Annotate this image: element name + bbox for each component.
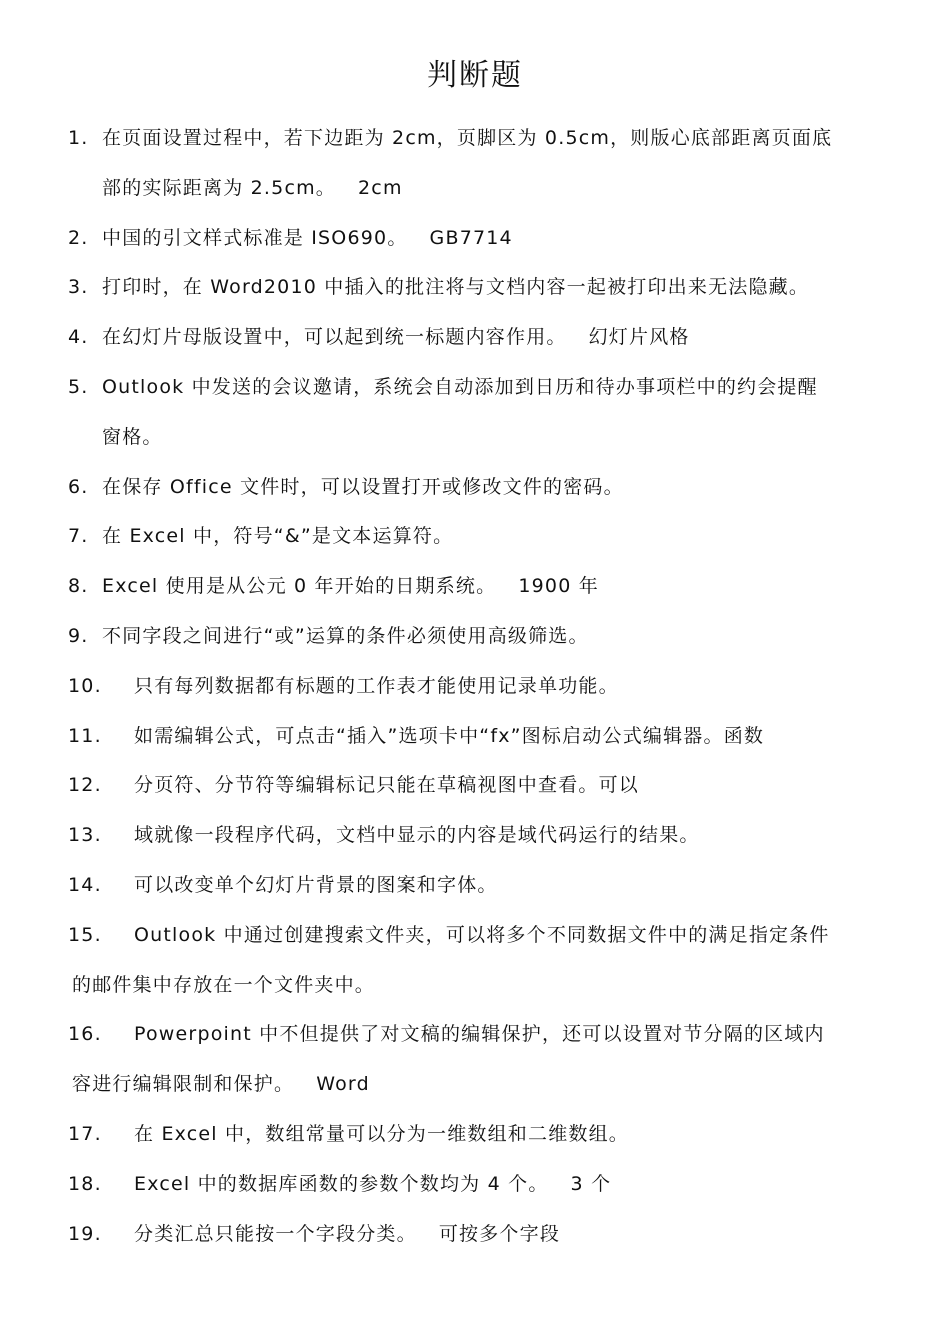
question-item <box>68 761 888 811</box>
answer-note: 3 个 <box>570 1172 612 1195</box>
question-item <box>68 512 888 562</box>
question-item <box>68 1110 888 1160</box>
question-item <box>68 313 888 363</box>
question-line: 在 Excel 中，数组常量可以分为一维数组和二维数组。 <box>134 1122 630 1145</box>
question-line: 在保存 Office 文件时，可以设置打开或修改文件的密码。 <box>102 475 624 498</box>
question-line: 域就像一段程序代码，文档中显示的内容是域代码运行的结果。 <box>134 824 700 847</box>
answer-note: 1900 年 <box>518 575 599 598</box>
page-title: 判断题 <box>427 58 523 93</box>
question-continuation <box>102 164 888 214</box>
question-text <box>68 662 888 712</box>
question-number: 10. <box>68 674 102 697</box>
answer-note: 幻灯片风格 <box>588 326 690 349</box>
question-number: 14. <box>68 873 102 896</box>
question-number: 17. <box>68 1122 102 1145</box>
question-number: 2. <box>68 226 89 249</box>
question-text <box>68 1210 888 1260</box>
question-line: 部的实际距离为 2.5cm。 <box>102 176 337 199</box>
question-line: 中国的引文样式标准是 ISO690。 <box>102 226 408 249</box>
question-number: 12. <box>68 774 102 797</box>
question-line: Excel 中的数据库函数的参数个数均为 4 个。 <box>134 1172 549 1195</box>
question-line: 可以改变单个幻灯片背景的图案和字体。 <box>134 873 498 896</box>
question-item <box>68 1210 888 1260</box>
question-text <box>68 214 888 264</box>
question-text <box>68 313 888 363</box>
question-item <box>68 712 888 762</box>
question-item <box>68 811 888 861</box>
question-text <box>68 811 888 861</box>
question-continuation <box>72 1060 888 1110</box>
question-number: 6. <box>68 475 89 498</box>
question-line: 窗格。 <box>102 425 163 448</box>
question-continuation <box>102 413 888 463</box>
question-line: Excel 使用是从公元 0 年开始的日期系统。 <box>102 575 497 598</box>
question-line: 分页符、分节符等编辑标记只能在草稿视图中查看。可以 <box>134 774 640 797</box>
question-number: 8. <box>68 575 89 598</box>
question-item <box>68 214 888 264</box>
question-text <box>68 1160 888 1210</box>
question-item <box>68 463 888 513</box>
question-line: Outlook 中通过创建搜索文件夹，可以将多个不同数据文件中的满足指定条件 <box>134 923 830 946</box>
question-line: Outlook 中发送的会议邀请，系统会自动添加到日历和待办事项栏中的约会提醒 <box>102 375 818 398</box>
question-line: 的邮件集中存放在一个文件夹中。 <box>72 973 376 996</box>
answer-note: 可按多个字段 <box>438 1222 561 1245</box>
answer-note: 2cm <box>358 176 403 199</box>
question-text <box>68 612 888 662</box>
question-number: 18. <box>68 1172 102 1195</box>
question-item <box>68 363 888 463</box>
answer-note: GB7714 <box>429 226 513 249</box>
question-item <box>68 861 888 911</box>
question-text <box>68 712 888 762</box>
question-number: 11. <box>68 724 102 747</box>
question-item <box>68 263 888 313</box>
question-text <box>68 861 888 911</box>
question-line: 如需编辑公式，可点击“插入”选项卡中“fx”图标启动公式编辑器。函数 <box>134 724 765 747</box>
question-item <box>68 612 888 662</box>
question-number: 3. <box>68 276 89 299</box>
question-text <box>68 363 888 463</box>
question-line: Powerpoint 中不但提供了对文稿的编辑保护，还可以设置对节分隔的区域内 <box>134 1023 825 1046</box>
question-number: 5. <box>68 375 89 398</box>
question-item <box>68 1160 888 1210</box>
question-line: 不同字段之间进行“或”运算的条件必须使用高级筛选。 <box>102 624 589 647</box>
question-number: 9. <box>68 624 89 647</box>
question-item <box>68 662 888 712</box>
question-number: 15. <box>68 923 102 946</box>
question-number: 16. <box>68 1023 102 1046</box>
question-text <box>68 512 888 562</box>
question-continuation <box>72 961 888 1011</box>
question-item <box>68 911 888 1011</box>
question-line: 在页面设置过程中，若下边距为 2cm，页脚区为 0.5cm，则版心底部距离页面底 <box>102 127 833 149</box>
question-item <box>68 1010 888 1110</box>
question-text <box>68 1110 888 1160</box>
question-number: 19. <box>68 1222 102 1245</box>
question-line: 分类汇总只能按一个字段分类。 <box>134 1222 417 1245</box>
question-item <box>68 114 888 214</box>
question-item <box>68 562 888 612</box>
question-line: 在 Excel 中，符号“&”是文本运算符。 <box>102 525 454 548</box>
question-text <box>68 463 888 513</box>
question-line: 容进行编辑限制和保护。 <box>72 1073 295 1096</box>
question-number: 1. <box>68 127 89 149</box>
question-text <box>68 1010 888 1110</box>
question-line: 在幻灯片母版设置中，可以起到统一标题内容作用。 <box>102 326 567 349</box>
question-text <box>68 911 888 1011</box>
question-text <box>68 114 888 214</box>
question-text <box>68 761 888 811</box>
question-number: 13. <box>68 824 102 847</box>
question-number: 7. <box>68 525 89 548</box>
question-line: 只有每列数据都有标题的工作表才能使用记录单功能。 <box>134 674 619 697</box>
answer-note: Word <box>316 1073 370 1096</box>
question-text <box>68 263 888 313</box>
question-line: 打印时，在 Word2010 中插入的批注将与文档内容一起被打印出来无法隐藏。 <box>102 276 810 299</box>
question-list <box>68 114 888 1259</box>
question-text <box>68 562 888 612</box>
question-number: 4. <box>68 326 89 349</box>
